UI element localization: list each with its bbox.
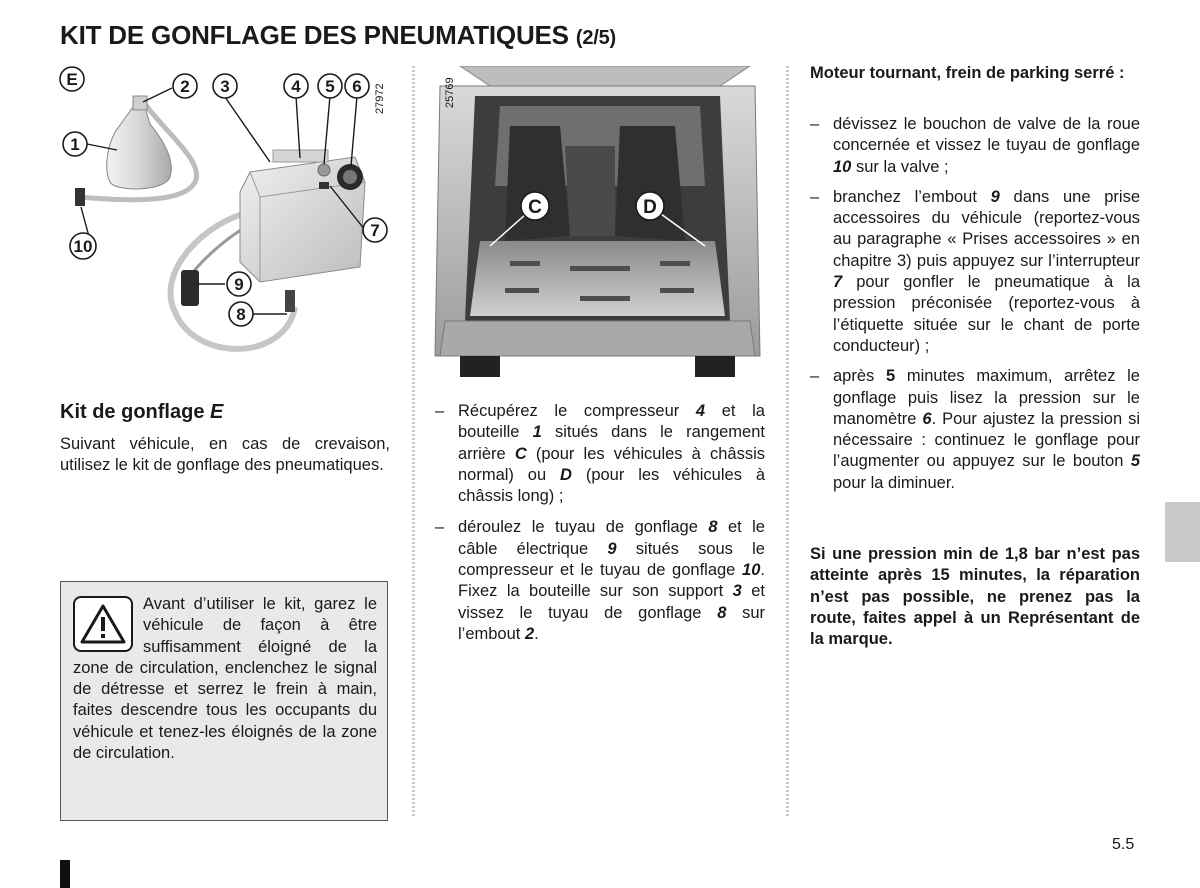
callout-2 bbox=[173, 74, 197, 98]
callout-4 bbox=[284, 74, 308, 98]
corner-mark bbox=[60, 860, 70, 888]
middle-steps bbox=[435, 401, 765, 655]
svg-text:8: 8 bbox=[236, 305, 246, 324]
page-title bbox=[60, 20, 616, 51]
callout-9 bbox=[227, 272, 251, 296]
section-title-letter: E bbox=[210, 401, 224, 423]
warning-triangle-icon bbox=[73, 596, 133, 652]
callout-10 bbox=[70, 233, 96, 259]
list-item bbox=[435, 517, 765, 645]
callout-8 bbox=[229, 302, 253, 326]
svg-text:7: 7 bbox=[370, 221, 380, 240]
svg-text:2: 2 bbox=[180, 77, 190, 96]
step-text: branchez l’embout 9 dans une prise accessoires du véhicule (reportez-vous au paragraphe « Prises accessoires » en chapitre 3) puis appuyez sur l’interrupteur 7 pour gonfler le pneumatique à la pression préconisée (reportez-vous à l’étiquette située sur le chant de porte conducteur) ; bbox=[833, 187, 1140, 355]
bottle-shape bbox=[107, 107, 172, 189]
svg-text:10: 10 bbox=[73, 237, 93, 256]
important-note: Si une pression min de 1,8 bar n’est pas atteinte après 15 minutes, la réparation n’est pas possible, ne prenez pas la route, faites appel à un Représentant de la marque. bbox=[810, 545, 1140, 649]
column-separator bbox=[786, 66, 789, 818]
page-title-text: KIT DE GONFLAGE DES PNEUMATIQUES bbox=[60, 20, 569, 50]
chapter-tab bbox=[1165, 502, 1200, 562]
label-d bbox=[636, 192, 664, 220]
callout-5 bbox=[318, 74, 342, 98]
callout-7 bbox=[363, 218, 387, 242]
figure-code: 27972 bbox=[374, 83, 386, 114]
warning-box bbox=[60, 581, 388, 821]
svg-text:3: 3 bbox=[220, 77, 230, 96]
list-dash: – bbox=[810, 115, 820, 133]
right-steps bbox=[810, 114, 1140, 503]
svg-text:5: 5 bbox=[325, 77, 335, 96]
step-text: après 5 minutes maximum, arrêtez le gonflage puis lisez la pression sur le manomètre 6. Pour ajustez la pression si nécessaire : continuez le gonflage pour l’augmenter ou appuyez sur le bouton 5 pour la diminuer. bbox=[833, 367, 1140, 492]
list-item bbox=[810, 187, 1140, 357]
page-number: 5.5 bbox=[1112, 836, 1135, 853]
intro-paragraph: Suivant véhicule, en cas de crevaison, utilisez le kit de gonflage des pneumatiques. bbox=[60, 435, 390, 474]
column-separator bbox=[412, 66, 415, 818]
list-item bbox=[810, 114, 1140, 178]
page-title-part: (2/5) bbox=[575, 27, 616, 49]
list-item bbox=[810, 366, 1140, 494]
svg-text:E: E bbox=[66, 70, 78, 89]
svg-text:9: 9 bbox=[234, 275, 244, 294]
callout-1 bbox=[63, 132, 87, 156]
section-title bbox=[60, 401, 223, 424]
svg-text:D: D bbox=[643, 197, 657, 218]
list-dash: – bbox=[435, 518, 445, 537]
section-title-text: Kit de gonflage bbox=[60, 401, 210, 423]
callout-6 bbox=[345, 74, 369, 98]
callout-3 bbox=[213, 74, 237, 98]
step-text: déroulez le tuyau de gonflage 8 et le câble électrique 9 situés sous le compresseur et le tuyau de gonflage 10. Fixez la bouteille sur son support 3 et vissez le tuyau de gonflage 8 sur l’embout 2. bbox=[458, 518, 765, 643]
list-dash: – bbox=[810, 187, 820, 206]
list-dash: – bbox=[435, 402, 445, 420]
figure-code: 25769 bbox=[444, 77, 456, 108]
svg-text:1: 1 bbox=[70, 135, 80, 154]
step-text: dévissez le bouchon de valve de la roue concernée et vissez le tuyau de gonflage 10 sur la valve ; bbox=[833, 115, 1140, 176]
conditions-heading: Moteur tournant, frein de parking serré : bbox=[810, 64, 1125, 82]
inflation-kit-figure bbox=[55, 62, 395, 392]
step-text: Récupérez le compresseur 4 et la bouteille 1 situés dans le rangement arrière C (pour les véhicules à châssis normal) ou D (pour les véhicules à châssis long) ; bbox=[458, 402, 766, 506]
label-c bbox=[521, 192, 549, 220]
list-item bbox=[435, 401, 765, 507]
svg-text:6: 6 bbox=[352, 77, 362, 96]
list-dash: – bbox=[810, 367, 820, 386]
svg-text:4: 4 bbox=[291, 77, 301, 96]
car-trunk-figure bbox=[420, 66, 775, 377]
warning-text: Avant d’utiliser le kit, garez le véhicule de façon à être suffisamment éloigné de la zone de circulation, enclenchez le signal de détresse et serrez le frein à main, faites descendre tous les occupants du véhicule et tenez-les éloignés de la zone de circulation. bbox=[73, 595, 377, 763]
callout-e bbox=[60, 67, 84, 91]
svg-text:C: C bbox=[528, 197, 542, 218]
